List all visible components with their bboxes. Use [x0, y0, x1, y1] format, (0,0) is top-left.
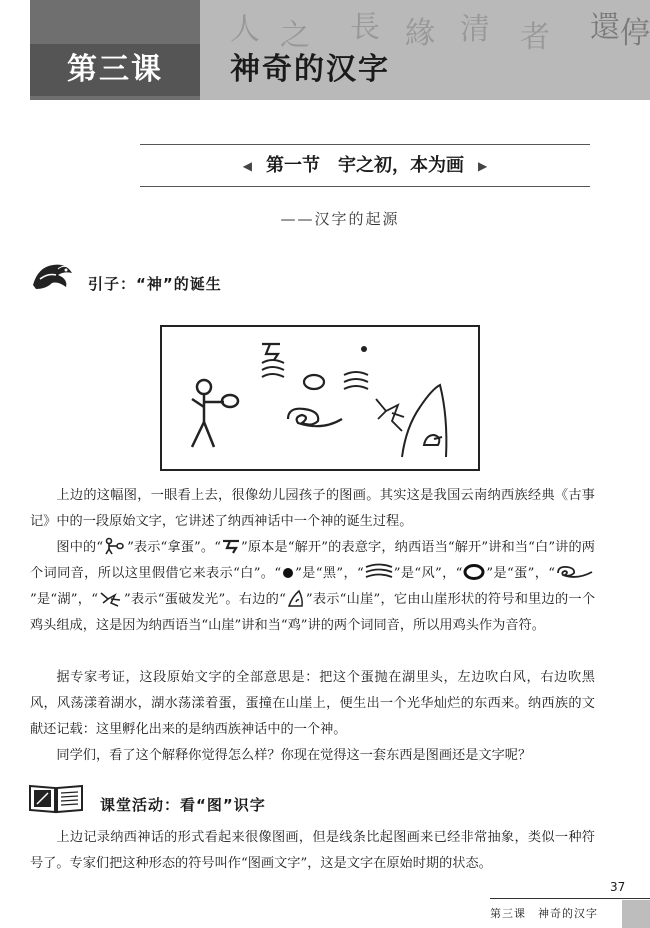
wind-glyph	[364, 563, 394, 581]
footer-corner-decoration	[622, 900, 650, 928]
egg-glyph	[462, 563, 486, 581]
paragraph-activity: 上边记录纳西神话的形式看起来很像图画，但是线条比起图画来已经非常抽象，类似一种符号了。专家们把这种形态的符号叫作“图画文字”，这是文字在原始时期的状态。	[30, 830, 595, 871]
black-dot-glyph	[361, 346, 367, 352]
paragraph-question: 同学们，看了这个解释你觉得怎么样？你现在觉得这一套东西是图画还是文字呢？	[56, 748, 532, 763]
naxi-pictograph-figure	[160, 325, 480, 471]
lake-glyph	[288, 409, 342, 426]
cliff-glyph	[402, 385, 446, 457]
black-wind-glyph	[344, 372, 368, 389]
white-glyph	[262, 344, 280, 360]
egg-breaking-glyph	[376, 399, 404, 431]
paragraph-expert-interpretation: 据专家考证，这段原始文字的全部意思是：把这个蛋抛在湖里头，左边吹白风，右边吹黑风，风荡漾着湖水，湖水荡漾着蛋，蛋撞在山崖上，便生出一个光华灿烂的东西来。纳西族的文献还记载：这里孵化出来的是纳西族神话中的一个神。	[30, 670, 595, 737]
page-number: 37	[610, 880, 626, 894]
paragraph-intro-1: 上边的这幅图，一眼看上去，很像幼儿园孩子的图画。其实这是我国云南纳西族经典《古事记》中的一段原始文字，它讲述了纳西神话中一个神的诞生过程。	[30, 488, 595, 529]
activity-heading: 课堂活动：看“图”识字	[100, 796, 266, 814]
section-title-bar	[140, 147, 590, 185]
footer-running-title: 第三课 神奇的汉字	[490, 907, 598, 920]
lake-glyph	[555, 563, 595, 581]
section-title: 第一节 宇之初，本为画	[266, 155, 464, 176]
section-rule-top	[140, 144, 590, 145]
lesson-title: 神奇的汉字	[230, 52, 390, 87]
header-calligraphy-background: 人 之 長 緣 清 者 還 停	[200, 0, 650, 100]
white-glyph	[221, 537, 241, 555]
egg-glyph	[304, 375, 324, 389]
white-wind-glyph	[262, 360, 284, 377]
cliff-glyph	[286, 589, 306, 607]
open-book-icon	[28, 782, 84, 814]
right-triangle-icon: ▶	[478, 159, 488, 173]
phoenix-icon	[28, 255, 78, 295]
person-holding-egg-glyph	[103, 537, 127, 555]
section-rule-bottom	[140, 186, 590, 187]
lesson-number: 第三课	[30, 44, 200, 96]
black-dot-glyph	[281, 565, 295, 581]
left-triangle-icon: ◀	[242, 159, 252, 173]
section-subtitle: ——汉字的起源	[280, 210, 400, 228]
footer-rule	[490, 898, 650, 899]
paragraph-glyph-explanation: 图中的“ ”表示“拿蛋”。“ ”原本是“解开”的表意字，纳西语当“解开”讲和当“白”讲的两个词同音，所以这里假借它来表示“白”。“ ”是“黑”，“ ”是“风”，“ ”是“蛋”，“”是“湖”，“ ”表示“蛋破发光”。右边的“ ”表示“山崖”，它由山崖形状的符号和里边的一个鸡头组成，这是因为纳西语当“山崖”讲和当“鸡”讲的两个词同音，所以用鸡头作为音符。	[30, 535, 595, 639]
intro-heading: 引子：“神”的诞生	[88, 275, 222, 293]
page-header	[0, 0, 650, 100]
egg-breaking-glyph	[98, 589, 124, 607]
person-holding-egg-glyph	[192, 380, 238, 447]
